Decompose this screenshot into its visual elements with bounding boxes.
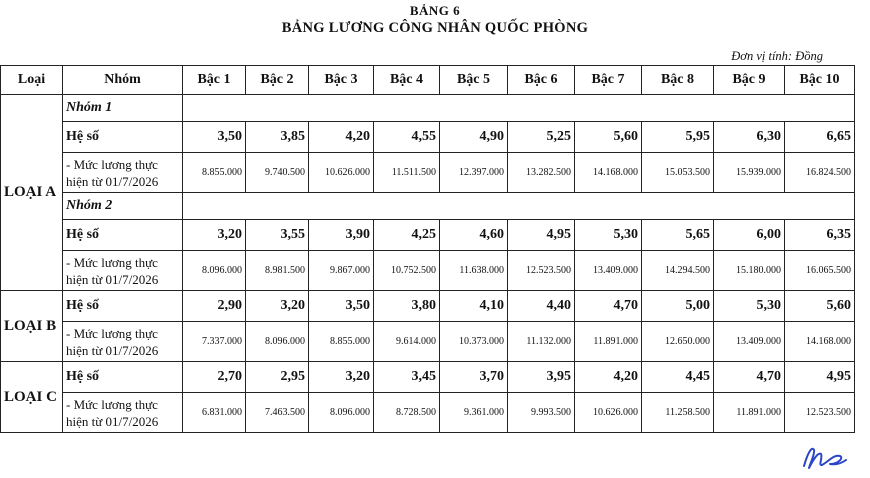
- column-header: Bậc 6: [508, 66, 575, 95]
- salary-value: 9.361.000: [440, 393, 508, 433]
- coefficient-row: [1, 362, 855, 393]
- coefficient-label: Hệ số: [63, 122, 183, 153]
- coefficient-value: 6,65: [785, 122, 855, 153]
- salary-row: [1, 153, 855, 193]
- coefficient-value: 3,95: [508, 362, 575, 393]
- salary-value: 11.891.000: [575, 322, 642, 362]
- salary-value: 12.523.500: [508, 251, 575, 291]
- salary-value: 13.409.000: [714, 322, 785, 362]
- salary-label-line-2: hiện từ 01/7/2026: [66, 173, 159, 189]
- column-header: Bậc 7: [575, 66, 642, 95]
- salary-label-line-1: - Mức lương thực: [66, 325, 158, 341]
- salary-value: 13.409.000: [575, 251, 642, 291]
- coefficient-value: 3,90: [309, 220, 374, 251]
- coefficient-value: 3,20: [309, 362, 374, 393]
- salary-value: 15.939.000: [714, 153, 785, 193]
- salary-value: 10.373.000: [440, 322, 508, 362]
- salary-value: 10.752.500: [374, 251, 440, 291]
- salary-value: 9.867.000: [309, 251, 374, 291]
- column-header: Bậc 1: [183, 66, 246, 95]
- coefficient-value: 3,55: [246, 220, 309, 251]
- salary-label: [63, 251, 183, 291]
- salary-value: 7.337.000: [183, 322, 246, 362]
- coefficient-value: 2,70: [183, 362, 246, 393]
- salary-label-line-2: hiện từ 01/7/2026: [66, 342, 159, 358]
- salary-value: 9.993.500: [508, 393, 575, 433]
- coefficient-value: 6,00: [714, 220, 785, 251]
- coefficient-value: 4,70: [575, 291, 642, 322]
- coefficient-value: 3,20: [183, 220, 246, 251]
- table-number: BẢNG 6: [409, 3, 461, 18]
- coefficient-value: 3,80: [374, 291, 440, 322]
- coefficient-row: [1, 122, 855, 153]
- salary-value: 10.626.000: [575, 393, 642, 433]
- coefficient-value: 4,10: [440, 291, 508, 322]
- salary-value: 8.096.000: [309, 393, 374, 433]
- salary-value: 12.523.500: [785, 393, 855, 433]
- salary-value: 14.168.000: [575, 153, 642, 193]
- salary-value: 8.096.000: [183, 251, 246, 291]
- coefficient-value: 3,70: [440, 362, 508, 393]
- column-header: Bậc 4: [374, 66, 440, 95]
- group-label: Nhóm 1: [63, 95, 183, 122]
- group-label: Nhóm 2: [63, 193, 183, 220]
- coefficient-value: 4,20: [309, 122, 374, 153]
- column-header: Bậc 3: [309, 66, 374, 95]
- salary-value: 8.981.500: [246, 251, 309, 291]
- coefficient-value: 2,95: [246, 362, 309, 393]
- salary-value: 11.638.000: [440, 251, 508, 291]
- category-label: LOẠI C: [1, 362, 63, 433]
- table-title: BẢNG LƯƠNG CÔNG NHÂN QUỐC PHÒNG: [281, 20, 589, 36]
- group-row-blank: [183, 95, 855, 122]
- salary-value: 11.132.000: [508, 322, 575, 362]
- salary-value: 13.282.500: [508, 153, 575, 193]
- salary-label-line-1: - Mức lương thực: [66, 254, 158, 270]
- salary-value: 8.855.000: [183, 153, 246, 193]
- salary-value: 9.740.500: [246, 153, 309, 193]
- coefficient-value: 5,30: [714, 291, 785, 322]
- signature-mark: [800, 440, 850, 474]
- salary-value: 10.626.000: [309, 153, 374, 193]
- column-header: Bậc 5: [440, 66, 508, 95]
- salary-value: 9.614.000: [374, 322, 440, 362]
- coefficient-label: Hệ số: [63, 220, 183, 251]
- column-header: Bậc 9: [714, 66, 785, 95]
- coefficient-value: 3,85: [246, 122, 309, 153]
- coefficient-value: 6,30: [714, 122, 785, 153]
- coefficient-value: 5,60: [575, 122, 642, 153]
- salary-value: 15.180.000: [714, 251, 785, 291]
- column-header: Bậc 8: [642, 66, 714, 95]
- coefficient-value: 3,20: [246, 291, 309, 322]
- coefficient-value: 4,90: [440, 122, 508, 153]
- coefficient-value: 4,95: [785, 362, 855, 393]
- salary-label: [63, 322, 183, 362]
- group-row: [1, 95, 855, 122]
- salary-value: 11.258.500: [642, 393, 714, 433]
- salary-label-line-2: hiện từ 01/7/2026: [66, 271, 159, 287]
- column-header: Bậc 10: [785, 66, 855, 95]
- salary-label-line-1: - Mức lương thực: [66, 156, 158, 172]
- category-label: LOẠI A: [1, 95, 63, 291]
- coefficient-value: 4,40: [508, 291, 575, 322]
- coefficient-value: 2,90: [183, 291, 246, 322]
- salary-row: [1, 393, 855, 433]
- coefficient-value: 3,50: [309, 291, 374, 322]
- coefficient-label: Hệ số: [63, 291, 183, 322]
- coefficient-value: 4,55: [374, 122, 440, 153]
- salary-value: 14.168.000: [785, 322, 855, 362]
- salary-label: [63, 153, 183, 193]
- column-header: Nhóm: [63, 66, 183, 95]
- salary-value: 15.053.500: [642, 153, 714, 193]
- coefficient-value: 5,30: [575, 220, 642, 251]
- table-header-row: [1, 66, 855, 95]
- column-header: Loại: [1, 66, 63, 95]
- salary-label: [63, 393, 183, 433]
- coefficient-value: 4,20: [575, 362, 642, 393]
- category-label: LOẠI B: [1, 291, 63, 362]
- salary-value: 16.824.500: [785, 153, 855, 193]
- coefficient-row: [1, 291, 855, 322]
- salary-value: 12.397.000: [440, 153, 508, 193]
- group-row: [1, 193, 855, 220]
- unit-note: Đơn vị tính: Đồng: [731, 49, 823, 63]
- coefficient-value: 4,60: [440, 220, 508, 251]
- coefficient-row: [1, 220, 855, 251]
- salary-row: [1, 322, 855, 362]
- salary-value: 6.831.000: [183, 393, 246, 433]
- coefficient-value: 5,95: [642, 122, 714, 153]
- salary-value: 14.294.500: [642, 251, 714, 291]
- salary-value: 12.650.000: [642, 322, 714, 362]
- salary-label-line-1: - Mức lương thực: [66, 396, 158, 412]
- salary-label-line-2: hiện từ 01/7/2026: [66, 413, 159, 429]
- coefficient-value: 3,50: [183, 122, 246, 153]
- group-row-blank: [183, 193, 855, 220]
- salary-value: 16.065.500: [785, 251, 855, 291]
- salary-row: [1, 251, 855, 291]
- salary-table: [0, 65, 855, 433]
- coefficient-label: Hệ số: [63, 362, 183, 393]
- salary-value: 8.855.000: [309, 322, 374, 362]
- salary-value: 11.511.500: [374, 153, 440, 193]
- salary-value: 11.891.000: [714, 393, 785, 433]
- coefficient-value: 5,00: [642, 291, 714, 322]
- coefficient-value: 5,65: [642, 220, 714, 251]
- coefficient-value: 4,70: [714, 362, 785, 393]
- salary-value: 8.096.000: [246, 322, 309, 362]
- coefficient-value: 5,25: [508, 122, 575, 153]
- coefficient-value: 5,60: [785, 291, 855, 322]
- coefficient-value: 6,35: [785, 220, 855, 251]
- coefficient-value: 4,25: [374, 220, 440, 251]
- column-header: Bậc 2: [246, 66, 309, 95]
- salary-value: 7.463.500: [246, 393, 309, 433]
- coefficient-value: 3,45: [374, 362, 440, 393]
- salary-value: 8.728.500: [374, 393, 440, 433]
- coefficient-value: 4,45: [642, 362, 714, 393]
- coefficient-value: 4,95: [508, 220, 575, 251]
